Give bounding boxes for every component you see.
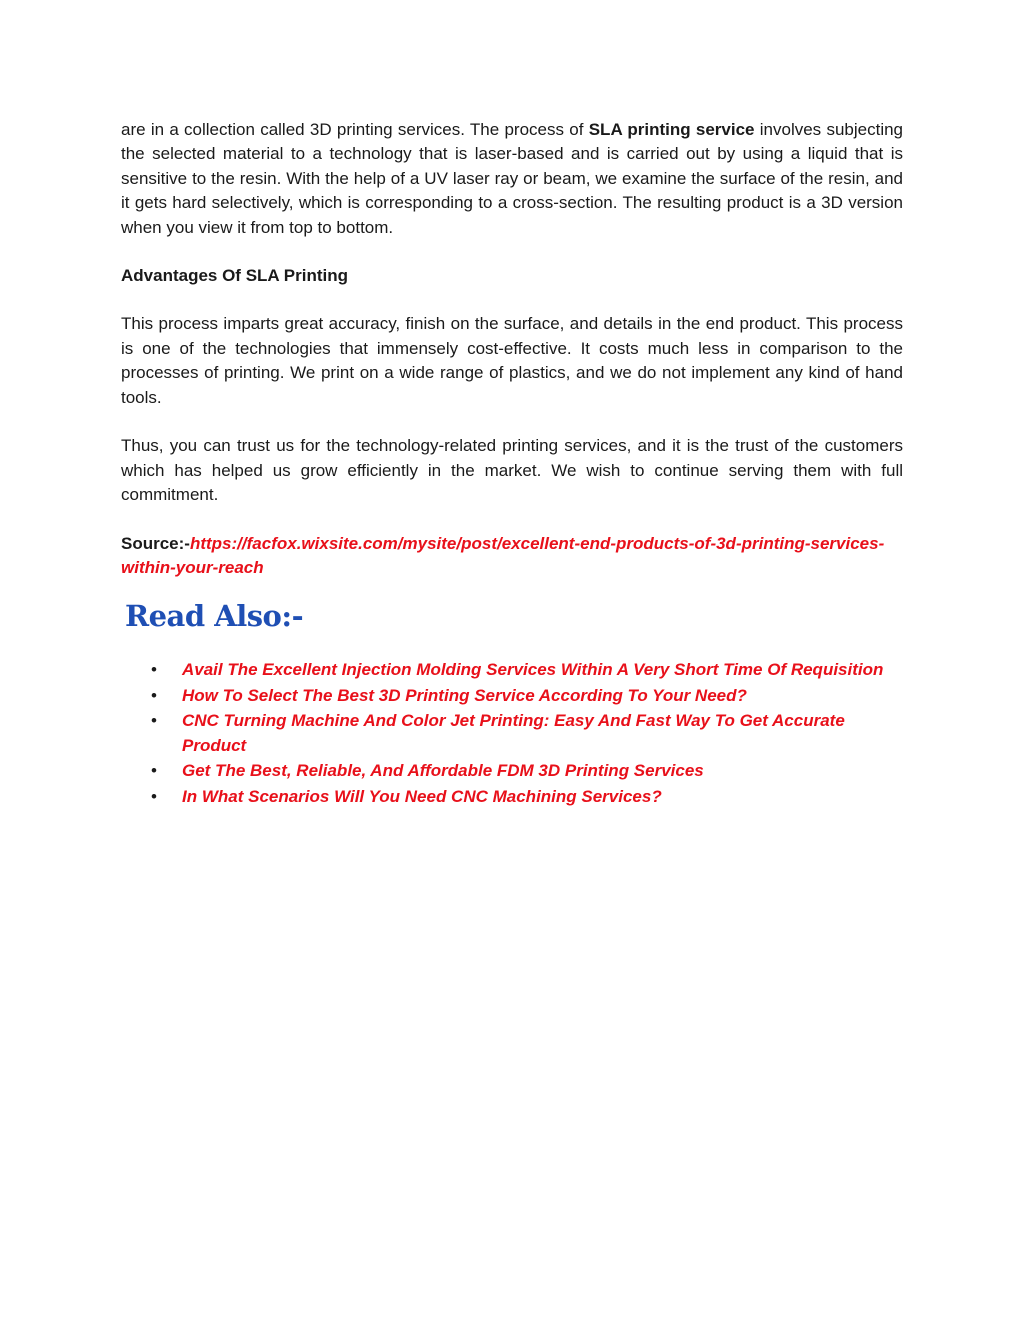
read-also-link[interactable]: Avail The Excellent Injection Molding Services Within A Very Short Time Of Requisition (182, 659, 884, 679)
list-item (121, 658, 903, 682)
bullet-icon: • (151, 711, 157, 731)
bullet-icon: • (151, 761, 157, 781)
read-also-link[interactable]: CNC Turning Machine And Color Jet Printing: Easy And Fast Way To Get Accurate Product (182, 711, 845, 755)
document-page (121, 118, 903, 811)
bullet-icon: • (151, 659, 157, 679)
bullet-icon: • (151, 685, 157, 705)
read-also-title: Read Also:- (125, 598, 304, 633)
list-item (121, 684, 903, 708)
advantages-heading: Advantages Of SLA Printing (121, 266, 349, 286)
intro-paragraph (121, 118, 903, 240)
source-link[interactable]: https://facfox.wixsite.com/mysite/post/excellent-end-products-of-3d-printing-services-within-your-reach (121, 534, 885, 578)
intro-text-end: involves subjecting the selected material to a technology that is laser-based and is carried out by using a liquid that is sensitive to the resin. With the help of a UV laser ray or beam, we examine the surface of the resin, and it gets hard selectively, which is corresponding to a cross-section. The resulting product is a 3D version when you view it from top to bottom. (121, 120, 903, 237)
list-item (121, 785, 903, 809)
read-also-list (121, 658, 903, 810)
advantages-paragraph: This process imparts great accuracy, finish on the surface, and details in the end product. This process is one of the technologies that immensely cost-effective. It costs much less in comparison to the processes of printing. We print on a wide range of plastics, and we do not implement any kind of hand tools. (121, 314, 903, 407)
list-item (121, 709, 903, 758)
read-also-link[interactable]: How To Select The Best 3D Printing Service According To Your Need? (182, 685, 747, 705)
source-line (121, 532, 903, 581)
read-also-link[interactable]: In What Scenarios Will You Need CNC Machining Services? (182, 787, 662, 807)
list-item (121, 759, 903, 783)
intro-text-start: are in a collection called 3D printing services. The process of (121, 120, 589, 139)
bullet-icon: • (151, 787, 157, 807)
read-also-link[interactable]: Get The Best, Reliable, And Affordable FDM 3D Printing Services (182, 761, 704, 781)
sla-printing-service-bold: SLA printing service (588, 120, 755, 139)
closing-paragraph: Thus, you can trust us for the technology-related printing services, and it is the trust of the customers which has helped us grow efficiently in the market. We wish to continue serving them with full commitment. (121, 436, 903, 505)
source-label: Source:- (121, 534, 190, 554)
